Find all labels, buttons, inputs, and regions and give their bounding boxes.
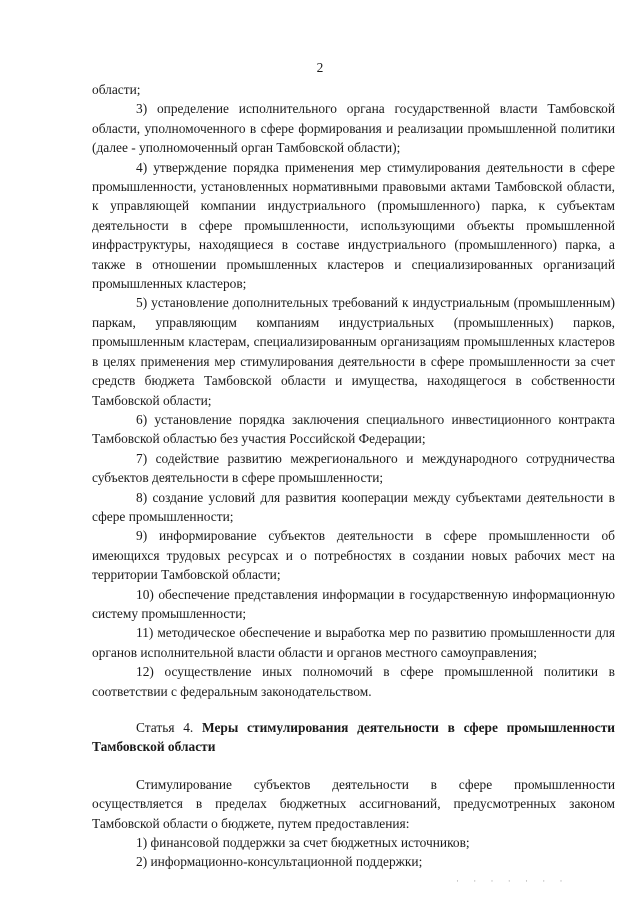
document-body: [92, 80, 615, 872]
scan-artifact: · · · · · · ·: [456, 876, 569, 886]
paragraph: 8) создание условий для развития кооперации между субъектами деятельности в сфере промышленности;: [92, 489, 615, 524]
article-prefix: Статья 4.: [136, 720, 194, 735]
paragraph: области;: [92, 82, 141, 97]
paragraph: 4) утверждение порядка применения мер стимулирования деятельности в сфере промышленности, установленных нормативными правовыми актами Тамбовской области, к управляющей компании индустриального (промышленного) парка, к субъектам деятельности в сфере промышленности, использующими объекты промышленной инфраструктуры, находящиеся в составе индустриального (промышленного) парка, а также в отношении промышленных кластеров и специализированных организаций промышленных кластеров;: [92, 159, 615, 292]
list-item: 2) информационно-консультационной поддержки;: [136, 854, 423, 870]
article-title: Меры стимулирования деятельности в сфере промышленности Тамбовской области: [92, 720, 615, 755]
paragraph: 12) осуществление иных полномочий в сфере промышленной политики в соответствии с федеральным законодательством.: [92, 664, 615, 699]
paragraph: 11) методическое обеспечение и выработка мер по развитию промышленности для органов исполнительной власти области и органов местного самоуправления;: [92, 625, 615, 660]
paragraph: Стимулирование субъектов деятельности в сфере промышленности осуществляется в пределах бюджетных ассигнований, предусмотренных законом Тамбовской области о бюджете, путем предоставления:: [92, 776, 615, 831]
paragraph: 6) установление порядка заключения специального инвестиционного контракта Тамбовской областью без участия Российской Федерации;: [92, 411, 615, 447]
list-item: 1) финансовой поддержки за счет бюджетных источников;: [136, 835, 470, 851]
paragraph: 10) обеспечение представления информации в государственную информационную систему промышленности;: [92, 586, 615, 621]
article-heading: [92, 718, 615, 757]
paragraph: 3) определение исполнительного органа государственной власти Тамбовской области, уполномоченного в сфере формирования и реализации промышленной политики (далее - уполномоченный орган Тамбовской области);: [92, 101, 615, 156]
paragraph: 9) информирование субъектов деятельности в сфере промышленности об имеющихся трудовых ресурсах и о потребностях в создании новых рабочих мест на территории Тамбовской области;: [92, 528, 615, 583]
page-number: 2: [316, 60, 324, 75]
paragraph: 7) содействие развитию межрегионального и международного сотрудничества субъектов деятельности в сфере промышленности;: [92, 450, 615, 486]
paragraph: 5) установление дополнительных требований к индустриальным (промышленным) паркам, управляющим компаниям индустриальных (промышленных) парков, промышленным кластерам, специализированным организациям промышленных кластеров в целях применения мер стимулирования деятельности в сфере промышленности за счет средств бюджета Тамбовской области и имущества, находящегося в собственности Тамбовской области;: [92, 295, 615, 408]
